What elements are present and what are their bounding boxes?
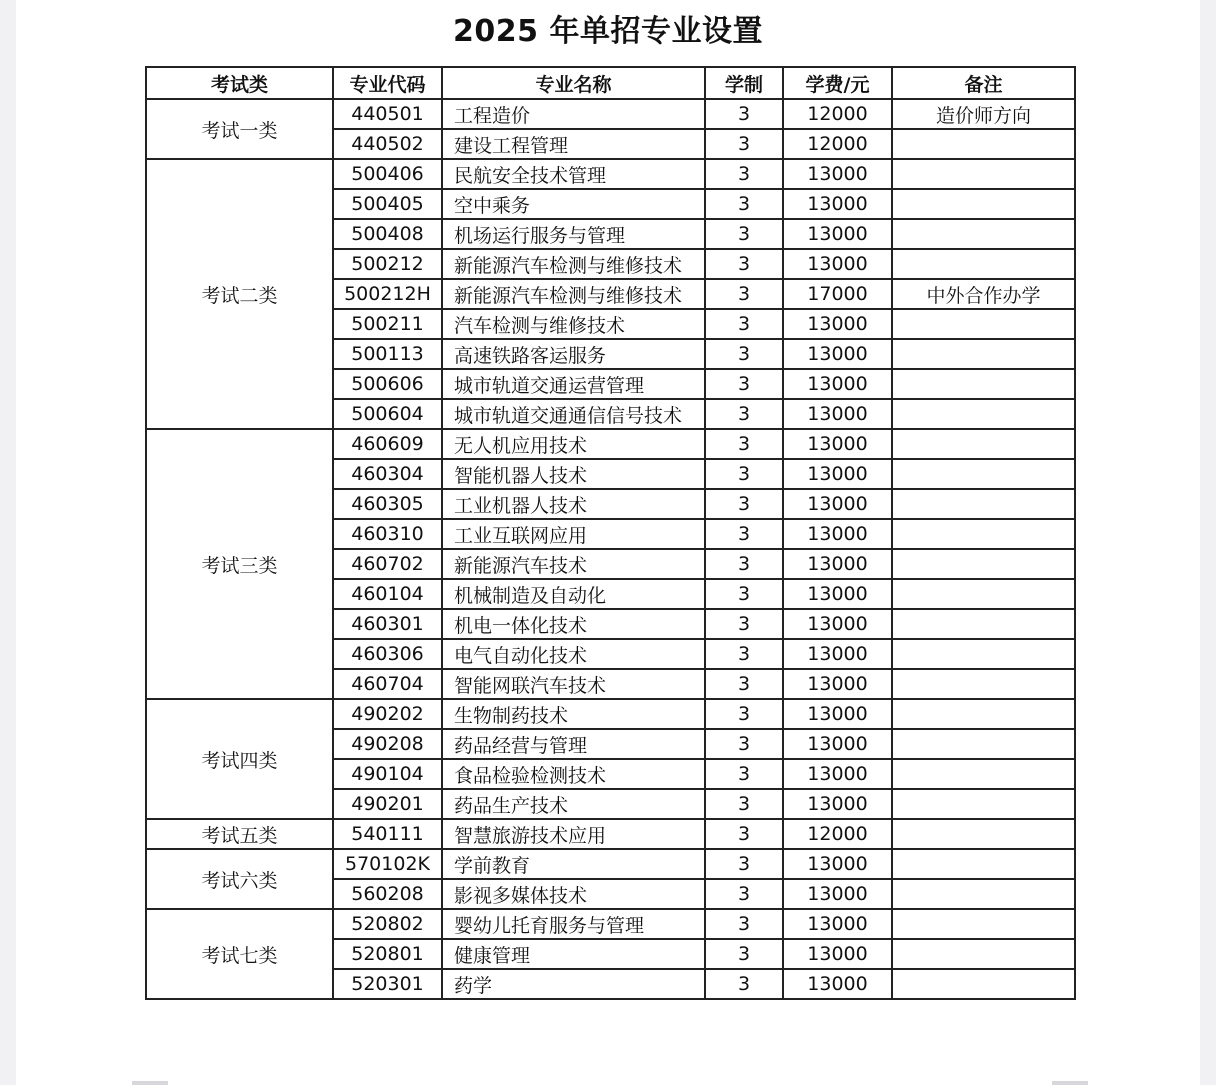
years-cell: 3 [705, 219, 783, 249]
category-cell: 考试二类 [146, 159, 333, 429]
fee-cell: 13000 [783, 399, 892, 429]
fee-cell: 13000 [783, 489, 892, 519]
fee-cell: 13000 [783, 429, 892, 459]
note-cell [892, 939, 1075, 969]
header-fee: 学费/元 [783, 67, 892, 99]
header-code: 专业代码 [333, 67, 442, 99]
major-name-cell: 学前教育 [442, 849, 705, 879]
major-name-cell: 婴幼儿托育服务与管理 [442, 909, 705, 939]
note-cell [892, 669, 1075, 699]
years-cell: 3 [705, 339, 783, 369]
table-body [146, 99, 1075, 999]
fee-cell: 12000 [783, 129, 892, 159]
fee-cell: 13000 [783, 339, 892, 369]
major-code-cell: 460306 [333, 639, 442, 669]
years-cell: 3 [705, 249, 783, 279]
major-code-cell: 460310 [333, 519, 442, 549]
major-code-cell: 460104 [333, 579, 442, 609]
years-cell: 3 [705, 669, 783, 699]
fee-cell: 13000 [783, 369, 892, 399]
fee-cell: 13000 [783, 549, 892, 579]
fee-cell: 13000 [783, 759, 892, 789]
table-row [146, 909, 1075, 939]
major-code-cell: 540111 [333, 819, 442, 849]
major-code-cell: 570102K [333, 849, 442, 879]
years-cell: 3 [705, 909, 783, 939]
major-name-cell: 电气自动化技术 [442, 639, 705, 669]
fee-cell: 13000 [783, 939, 892, 969]
category-cell: 考试四类 [146, 699, 333, 819]
table-header-row [146, 67, 1075, 99]
header-major-name: 专业名称 [442, 67, 705, 99]
category-cell: 考试五类 [146, 819, 333, 849]
fee-cell: 13000 [783, 189, 892, 219]
years-cell: 3 [705, 699, 783, 729]
table-row [146, 699, 1075, 729]
fee-cell: 13000 [783, 699, 892, 729]
major-name-cell: 机场运行服务与管理 [442, 219, 705, 249]
years-cell: 3 [705, 879, 783, 909]
major-name-cell: 生物制药技术 [442, 699, 705, 729]
fee-cell: 13000 [783, 789, 892, 819]
major-code-cell: 520301 [333, 969, 442, 999]
note-cell [892, 129, 1075, 159]
major-name-cell: 机械制造及自动化 [442, 579, 705, 609]
note-cell [892, 309, 1075, 339]
years-cell: 3 [705, 939, 783, 969]
fee-cell: 13000 [783, 969, 892, 999]
major-name-cell: 机电一体化技术 [442, 609, 705, 639]
note-cell [892, 549, 1075, 579]
note-cell [892, 519, 1075, 549]
note-cell: 中外合作办学 [892, 279, 1075, 309]
major-code-cell: 500408 [333, 219, 442, 249]
note-cell [892, 219, 1075, 249]
major-name-cell: 智能网联汽车技术 [442, 669, 705, 699]
major-code-cell: 500406 [333, 159, 442, 189]
major-name-cell: 新能源汽车技术 [442, 549, 705, 579]
header-years: 学制 [705, 67, 783, 99]
note-cell [892, 699, 1075, 729]
major-code-cell: 490208 [333, 729, 442, 759]
years-cell: 3 [705, 519, 783, 549]
years-cell: 3 [705, 399, 783, 429]
fee-cell: 13000 [783, 309, 892, 339]
note-cell [892, 249, 1075, 279]
note-cell [892, 789, 1075, 819]
majors-table [145, 66, 1076, 1000]
note-cell [892, 759, 1075, 789]
major-code-cell: 460305 [333, 489, 442, 519]
fee-cell: 13000 [783, 909, 892, 939]
major-name-cell: 药学 [442, 969, 705, 999]
major-code-cell: 440502 [333, 129, 442, 159]
note-cell [892, 639, 1075, 669]
note-cell [892, 339, 1075, 369]
table-row [146, 429, 1075, 459]
major-name-cell: 新能源汽车检测与维修技术 [442, 279, 705, 309]
major-code-cell: 500212H [333, 279, 442, 309]
major-name-cell: 无人机应用技术 [442, 429, 705, 459]
major-code-cell: 520802 [333, 909, 442, 939]
note-cell [892, 429, 1075, 459]
major-code-cell: 500604 [333, 399, 442, 429]
major-name-cell: 工业机器人技术 [442, 489, 705, 519]
years-cell: 3 [705, 549, 783, 579]
years-cell: 3 [705, 159, 783, 189]
header-category: 考试类 [146, 67, 333, 99]
years-cell: 3 [705, 819, 783, 849]
major-name-cell: 健康管理 [442, 939, 705, 969]
major-name-cell: 空中乘务 [442, 189, 705, 219]
major-code-cell: 500405 [333, 189, 442, 219]
fee-cell: 13000 [783, 849, 892, 879]
note-cell [892, 459, 1075, 489]
major-code-cell: 490202 [333, 699, 442, 729]
note-cell: 造价师方向 [892, 99, 1075, 129]
years-cell: 3 [705, 579, 783, 609]
fee-cell: 13000 [783, 879, 892, 909]
major-code-cell: 500606 [333, 369, 442, 399]
note-cell [892, 489, 1075, 519]
fee-cell: 13000 [783, 219, 892, 249]
years-cell: 3 [705, 609, 783, 639]
page-title: 2025 年单招专业设置 [453, 14, 763, 49]
fee-cell: 13000 [783, 669, 892, 699]
major-name-cell: 食品检验检测技术 [442, 759, 705, 789]
years-cell: 3 [705, 369, 783, 399]
years-cell: 3 [705, 639, 783, 669]
fee-cell: 13000 [783, 519, 892, 549]
years-cell: 3 [705, 729, 783, 759]
major-name-cell: 药品经营与管理 [442, 729, 705, 759]
major-name-cell: 汽车检测与维修技术 [442, 309, 705, 339]
note-cell [892, 369, 1075, 399]
years-cell: 3 [705, 489, 783, 519]
note-cell [892, 609, 1075, 639]
major-code-cell: 500212 [333, 249, 442, 279]
major-name-cell: 城市轨道交通运营管理 [442, 369, 705, 399]
note-cell [892, 819, 1075, 849]
major-name-cell: 智能机器人技术 [442, 459, 705, 489]
major-code-cell: 490201 [333, 789, 442, 819]
fee-cell: 13000 [783, 609, 892, 639]
category-cell: 考试六类 [146, 849, 333, 909]
years-cell: 3 [705, 969, 783, 999]
major-name-cell: 影视多媒体技术 [442, 879, 705, 909]
years-cell: 3 [705, 849, 783, 879]
fee-cell: 12000 [783, 99, 892, 129]
fee-cell: 17000 [783, 279, 892, 309]
years-cell: 3 [705, 459, 783, 489]
table-row [146, 99, 1075, 129]
note-cell [892, 909, 1075, 939]
table-row [146, 849, 1075, 879]
note-cell [892, 849, 1075, 879]
major-code-cell: 560208 [333, 879, 442, 909]
fee-cell: 13000 [783, 459, 892, 489]
scroll-indicator-right [1052, 1081, 1088, 1085]
note-cell [892, 729, 1075, 759]
years-cell: 3 [705, 279, 783, 309]
note-cell [892, 879, 1075, 909]
fee-cell: 13000 [783, 729, 892, 759]
major-name-cell: 工业互联网应用 [442, 519, 705, 549]
years-cell: 3 [705, 99, 783, 129]
years-cell: 3 [705, 429, 783, 459]
note-cell [892, 399, 1075, 429]
note-cell [892, 189, 1075, 219]
category-cell: 考试七类 [146, 909, 333, 999]
major-name-cell: 新能源汽车检测与维修技术 [442, 249, 705, 279]
category-cell: 考试三类 [146, 429, 333, 699]
major-name-cell: 药品生产技术 [442, 789, 705, 819]
major-name-cell: 智慧旅游技术应用 [442, 819, 705, 849]
years-cell: 3 [705, 759, 783, 789]
table-row [146, 159, 1075, 189]
major-name-cell: 工程造价 [442, 99, 705, 129]
major-code-cell: 500113 [333, 339, 442, 369]
scroll-indicator-left [132, 1081, 168, 1085]
major-code-cell: 460609 [333, 429, 442, 459]
category-cell: 考试一类 [146, 99, 333, 159]
fee-cell: 12000 [783, 819, 892, 849]
major-code-cell: 460704 [333, 669, 442, 699]
fee-cell: 13000 [783, 579, 892, 609]
note-cell [892, 159, 1075, 189]
years-cell: 3 [705, 789, 783, 819]
major-code-cell: 440501 [333, 99, 442, 129]
header-note: 备注 [892, 67, 1075, 99]
fee-cell: 13000 [783, 639, 892, 669]
note-cell [892, 579, 1075, 609]
major-name-cell: 建设工程管理 [442, 129, 705, 159]
major-name-cell: 民航安全技术管理 [442, 159, 705, 189]
fee-cell: 13000 [783, 249, 892, 279]
years-cell: 3 [705, 309, 783, 339]
major-code-cell: 500211 [333, 309, 442, 339]
major-code-cell: 490104 [333, 759, 442, 789]
major-name-cell: 城市轨道交通通信信号技术 [442, 399, 705, 429]
major-code-cell: 460301 [333, 609, 442, 639]
years-cell: 3 [705, 129, 783, 159]
major-code-cell: 520801 [333, 939, 442, 969]
major-name-cell: 高速铁路客运服务 [442, 339, 705, 369]
note-cell [892, 969, 1075, 999]
table-row [146, 819, 1075, 849]
major-code-cell: 460702 [333, 549, 442, 579]
major-code-cell: 460304 [333, 459, 442, 489]
fee-cell: 13000 [783, 159, 892, 189]
years-cell: 3 [705, 189, 783, 219]
